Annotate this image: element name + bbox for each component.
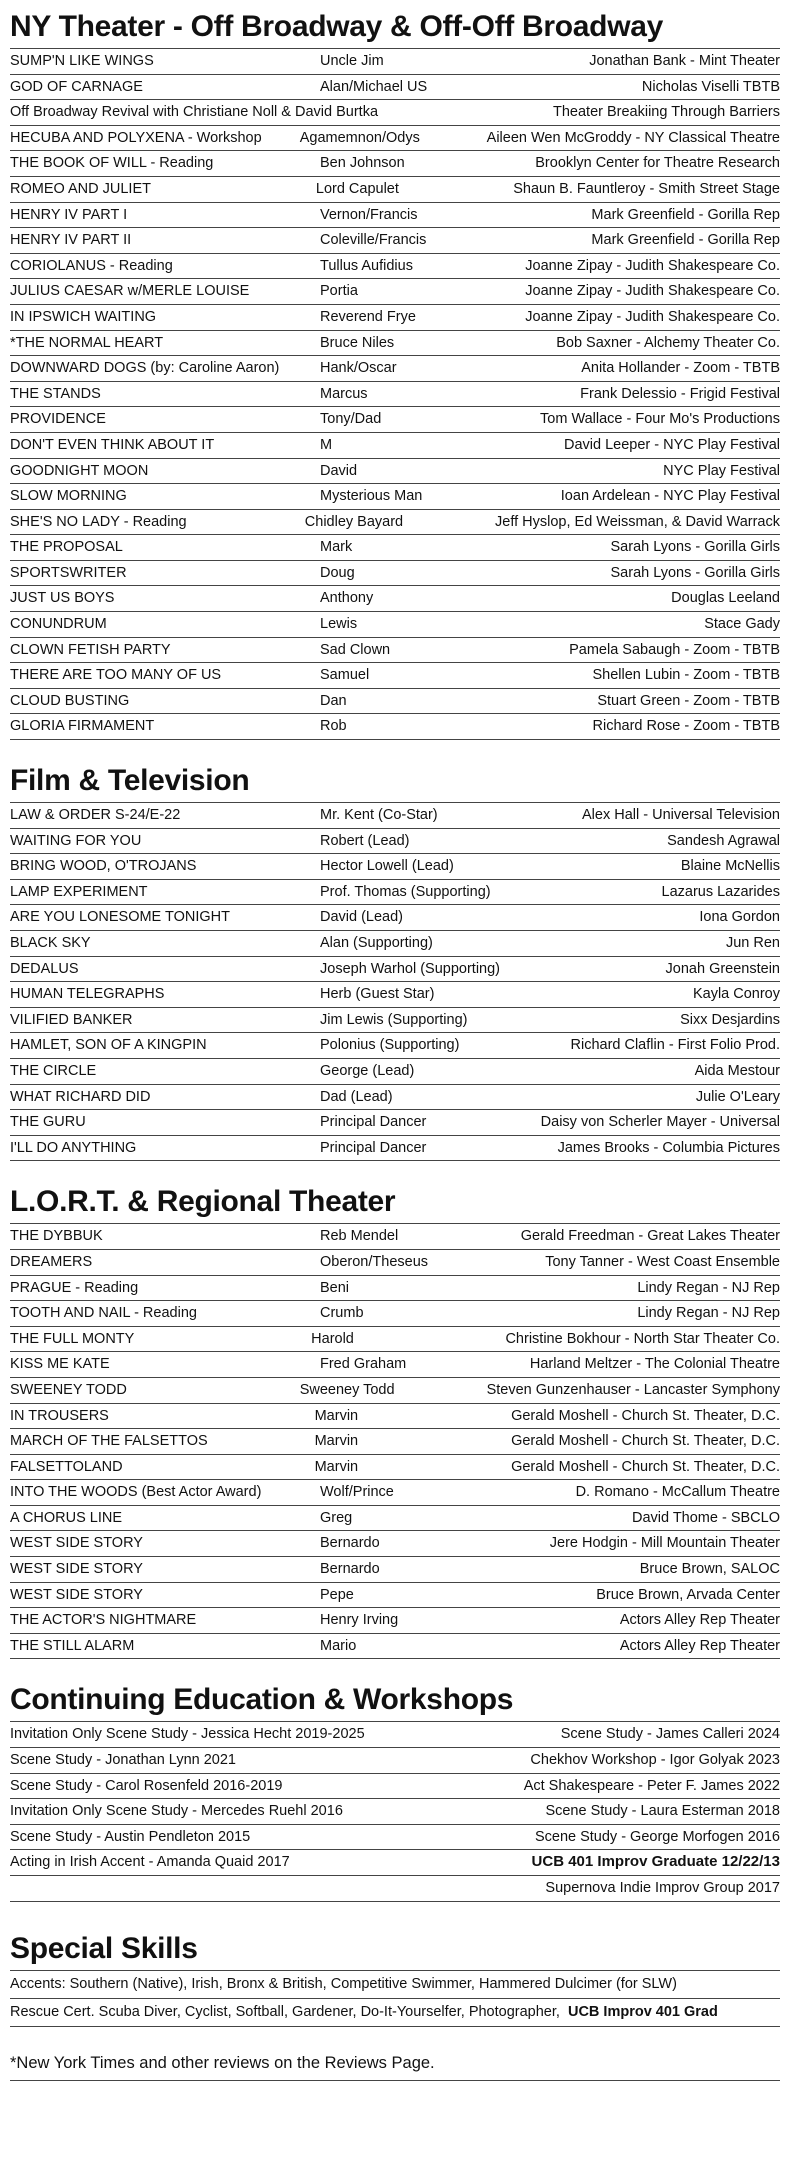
section-title-lort: L.O.R.T. & Regional Theater [10,1185,396,1219]
education-right: Supernova Indie Improv Group 2017 [545,1880,780,1896]
credit-role: Dad (Lead) [320,1088,393,1105]
reviews-footnote: *New York Times and other reviews on the Reviews Page. [10,2045,780,2081]
credit-row [10,803,780,829]
credit-title: DREAMERS [10,1253,93,1270]
credit-role: Mr. Kent (Co-Star) [320,807,438,824]
credit-title: THE STANDS [10,385,101,402]
credit-row [10,1276,780,1302]
credit-company: Aida Mestour [694,1062,780,1079]
credit-company: Joanne Zipay - Judith Shakespeare Co. [525,283,780,300]
credit-company: Tom Wallace - Four Mo's Productions [540,411,780,428]
credit-company: Sandesh Agrawal [667,832,780,849]
credit-role: Alan/Michael US [320,78,428,95]
credit-company: Joanne Zipay - Judith Shakespeare Co. [525,257,780,274]
credit-row [10,1557,780,1583]
section-title-skills: Special Skills [10,1931,198,1965]
credit-role: Lord Capulet [315,180,399,197]
credit-role: M [320,436,333,453]
credit-company: Jun Ren [725,935,780,951]
credit-title: WEST SIDE STORY [10,1535,143,1552]
credit-company: Bob Saxner - Alchemy Theater Co. [556,334,780,351]
credit-row [10,228,780,254]
credit-role: Mark [320,539,353,556]
credit-company: Pamela Sabaugh - Zoom - TBTB [569,641,780,658]
education-row [10,1722,780,1748]
credit-role [320,100,520,125]
education-right: Scene Study - George Morfogen 2016 [534,1828,780,1845]
credit-title: THE CIRCLE [10,1062,97,1079]
section-title-education: Continuing Education & Workshops [10,1683,514,1717]
film-tv-credits [10,802,780,1161]
credit-role: Reb Mendel [320,1228,399,1245]
credit-title: SLOW MORNING [10,488,127,505]
credit-title: VILIFIED BANKER [10,1011,133,1028]
credit-role: Oberon/Theseus [320,1253,429,1270]
credit-role: Portia [320,283,358,300]
credit-row [10,1429,780,1455]
credit-company: Frank Delessio - Frigid Festival [580,385,780,402]
credit-role: Vernon/Francis [320,206,418,223]
credit-row [10,75,780,101]
skills-line-1: Accents: Southern (Native), Irish, Bronx & British, Competitive Swimmer, Hammered Dulcimer (for SLW) [10,1971,780,1999]
credit-title: SWEENEY TODD [10,1381,127,1398]
credit-row [10,612,780,638]
credit-row [10,1352,780,1378]
credit-company: Lindy Regan - NJ Rep [637,1279,780,1296]
credit-role: George (Lead) [320,1062,415,1079]
credit-company: Jonah Greenstein [665,960,780,977]
credit-role: Dan [320,692,347,709]
lort-credits [10,1223,780,1659]
credit-row [10,1224,780,1250]
credit-row [10,407,780,433]
skills-list [10,1970,780,2027]
education-left: Invitation Only Scene Study - Jessica Hecht 2019-2025 [10,1726,365,1743]
credit-title: WAITING FOR YOU [10,832,142,849]
credit-company: Christine Bokhour - North Star Theater Co. [505,1330,780,1347]
credit-title: PROVIDENCE [10,411,106,428]
credit-role: Henry Irving [320,1612,399,1629]
credit-company: Gerald Moshell - Church St. Theater, D.C. [511,1433,780,1450]
skills-line-2 [10,1999,780,2027]
credit-role: Marvin [314,1407,359,1424]
credit-title: ARE YOU LONESOME TONIGHT [10,909,230,926]
credit-company: Blaine McNellis [680,858,780,875]
credit-title: IN IPSWICH WAITING [10,308,157,325]
education-right: Act Shakespeare - Peter F. James 2022 [523,1777,780,1794]
credit-role: Mario [320,1637,357,1654]
credit-row [10,100,780,126]
ny-theater-credits [10,48,780,740]
credit-title: GOD OF CARNAGE [10,78,143,95]
credit-company: Shellen Lubin - Zoom - TBTB [592,667,780,684]
credit-row [10,561,780,587]
credit-title: CORIOLANUS - Reading [10,257,173,274]
credit-company: Sixx Desjardins [680,1011,780,1028]
education-left [10,1876,395,1901]
credit-role: Uncle Jim [320,53,384,69]
credit-title: BRING WOOD, O'TROJANS [10,858,197,875]
credit-row [10,1250,780,1276]
credit-row [10,586,780,612]
credit-company: David Leeper - NYC Play Festival [564,436,780,453]
credit-role: David (Lead) [320,909,404,926]
credit-company: Douglas Leeland [671,590,780,607]
credit-title: CLOWN FETISH PARTY [10,641,171,658]
credit-role: Pepe [320,1586,354,1603]
credit-title: THE STILL ALARM [10,1637,135,1654]
credit-row [10,203,780,229]
credit-role: Rob [320,718,347,735]
credit-row [10,1110,780,1136]
education-row [10,1825,780,1851]
credit-row [10,382,780,408]
credit-role: Crumb [320,1305,364,1322]
credit-title: THERE ARE TOO MANY OF US [10,667,222,684]
section-title-ny-theater: NY Theater - Off Broadway & Off-Off Broadway [10,10,663,43]
credit-row [10,829,780,855]
credit-role: Fred Graham [320,1356,407,1373]
credit-title: PRAGUE - Reading [10,1279,139,1296]
education-left: Scene Study - Austin Pendleton 2015 [10,1828,251,1845]
credit-title: LAMP EXPERIMENT [10,883,148,900]
credit-row [10,510,780,536]
credit-row [10,880,780,906]
credit-row [10,1327,780,1353]
credit-company: Julie O'Leary [695,1088,780,1105]
credit-company: Stuart Green - Zoom - TBTB [597,692,780,709]
credit-company: Bruce Brown, Arvada Center [596,1586,780,1603]
education-left: Scene Study - Carol Rosenfeld 2016-2019 [10,1777,283,1794]
credit-title: SPORTSWRITER [10,564,127,581]
education-right-highlight: UCB 401 Improv Graduate 12/22/13 [531,1853,780,1871]
education-right: Chekhov Workshop - Igor Golyak 2023 [530,1752,780,1769]
credit-row [10,331,780,357]
credit-title: MARCH OF THE FALSETTOS [10,1433,208,1450]
credit-company: Jere Hodgin - Mill Mountain Theater [549,1535,780,1552]
education-right: Scene Study - Laura Esterman 2018 [545,1803,780,1820]
credit-row [10,1033,780,1059]
education-row [10,1748,780,1774]
credit-role: Coleville/Francis [320,232,427,249]
credit-title: GLORIA FIRMAMENT [10,718,155,735]
credit-company: Jeff Hyslop, Ed Weissman, & David Warrack [495,513,780,530]
credit-row [10,1634,780,1660]
credit-title: HUMAN TELEGRAPHS [10,986,165,1003]
credit-title: IN TROUSERS [10,1407,109,1424]
credit-role: Alan (Supporting) [320,935,433,951]
credit-company: Iona Gordon [699,909,780,926]
credit-title: FALSETTOLAND [10,1458,123,1475]
credit-title: WEST SIDE STORY [10,1561,143,1578]
credit-company: Anita Hollander - Zoom - TBTB [581,360,780,377]
credit-company: Actors Alley Rep Theater [619,1637,780,1654]
credit-row [10,126,780,152]
credit-row [10,1480,780,1506]
credit-title: JUST US BOYS [10,590,115,607]
credit-row [10,279,780,305]
credit-row [10,931,780,957]
credit-title: WEST SIDE STORY [10,1586,143,1603]
credit-row [10,1378,780,1404]
credit-role: Wolf/Prince [320,1484,394,1501]
credit-row [10,49,780,75]
credit-role: Tony/Dad [320,411,382,428]
credit-role: Lewis [320,616,358,633]
credit-company: Mark Greenfield - Gorilla Rep [591,206,780,223]
credit-role: Agamemnon/Odys [299,129,420,146]
credit-row [10,663,780,689]
credit-row [10,854,780,880]
credit-title: ROMEO AND JULIET [10,180,151,197]
credit-title: *THE NORMAL HEART [10,334,164,351]
credit-company: Harland Meltzer - The Colonial Theatre [529,1356,780,1373]
education-left: Invitation Only Scene Study - Mercedes Ruehl 2016 [10,1803,343,1820]
credit-title: SHE'S NO LADY - Reading [10,513,187,530]
education-left: Scene Study - Jonathan Lynn 2021 [10,1752,236,1769]
credit-company: Actors Alley Rep Theater [619,1612,780,1629]
credit-company: Stace Gady [704,616,780,633]
credit-role: Bernardo [320,1535,380,1552]
credit-row [10,905,780,931]
education-row [10,1876,780,1902]
credit-row [10,1008,780,1034]
credit-company: Gerald Freedman - Great Lakes Theater [520,1228,780,1245]
credit-role: Robert (Lead) [320,832,410,849]
credit-role: Doug [320,564,355,581]
credit-role: Marcus [320,385,368,402]
credit-role: Harold [311,1330,354,1347]
credit-role: Polonius (Supporting) [320,1037,460,1054]
credit-row [10,484,780,510]
credit-title: THE GURU [10,1114,86,1131]
credit-role: Prof. Thomas (Supporting) [320,883,491,900]
credit-role: Marvin [314,1458,359,1475]
credit-row [10,1136,780,1162]
credit-row [10,151,780,177]
credit-title: HENRY IV PART II [10,232,132,249]
credit-company: Mark Greenfield - Gorilla Rep [591,232,780,249]
credit-title: THE FULL MONTY [10,1330,135,1347]
credit-role: Marvin [314,1433,359,1450]
credit-company: Daisy von Scherler Mayer - Universal [540,1114,780,1131]
credit-role: Bruce Niles [320,334,395,351]
credit-row [10,714,780,740]
credit-role: Greg [320,1509,353,1526]
credit-role: Principal Dancer [320,1114,427,1131]
credit-company: Alex Hall - Universal Television [582,807,780,824]
credit-row [10,1404,780,1430]
credit-row [10,356,780,382]
credit-role: Herb (Guest Star) [320,986,435,1003]
credit-title: CLOUD BUSTING [10,692,130,709]
credit-role: Chidley Bayard [304,513,404,530]
credit-row [10,177,780,203]
credit-company: Lindy Regan - NJ Rep [637,1305,780,1322]
credit-role: Jim Lewis (Supporting) [320,1011,468,1028]
credit-row [10,982,780,1008]
education-left: Acting in Irish Accent - Amanda Quaid 2017 [10,1854,290,1871]
credit-company: Richard Claflin - First Folio Prod. [570,1037,780,1054]
credit-company: Jonathan Bank - Mint Theater [589,53,780,69]
credit-role: Sad Clown [320,641,391,658]
credit-company: Sarah Lyons - Gorilla Girls [610,564,780,581]
credit-role: Mysterious Man [320,488,423,505]
credit-company: Gerald Moshell - Church St. Theater, D.C. [511,1458,780,1475]
education-row [10,1774,780,1800]
credit-row [10,1455,780,1481]
credit-title: THE BOOK OF WILL - Reading [10,155,214,172]
credit-title: INTO THE WOODS (Best Actor Award) [10,1484,262,1501]
credit-row [10,1608,780,1634]
credit-role: Beni [320,1279,350,1296]
credit-title: HENRY IV PART I [10,206,128,223]
credit-company: Kayla Conroy [692,986,780,1003]
credit-role: Hank/Oscar [320,360,397,377]
credit-company: Richard Rose - Zoom - TBTB [592,718,780,735]
credit-company: Tony Tanner - West Coast Ensemble [545,1253,780,1270]
education-row [10,1799,780,1825]
credit-company: Sarah Lyons - Gorilla Girls [610,539,780,556]
credit-row [10,305,780,331]
credit-title: DOWNWARD DOGS (by: Caroline Aaron) [10,360,280,377]
credit-role: Hector Lowell (Lead) [320,858,454,875]
credit-title: THE ACTOR'S NIGHTMARE [10,1612,197,1629]
credit-row [10,689,780,715]
credit-title: A CHORUS LINE [10,1509,122,1526]
credit-row [10,535,780,561]
credit-title: LAW & ORDER S-24/E-22 [10,807,181,824]
credit-title: BLACK SKY [10,935,91,951]
credit-company: Shaun B. Fauntleroy - Smith Street Stage [513,180,780,197]
credit-role: David [320,462,358,479]
credit-role: Samuel [320,667,370,684]
credit-company: Bruce Brown, SALOC [639,1561,780,1578]
credit-title: TOOTH AND NAIL - Reading [10,1305,197,1322]
credit-role: Anthony [320,590,374,607]
credit-role: Bernardo [320,1561,380,1578]
credit-role: Ben Johnson [320,155,405,172]
education-list [10,1721,780,1901]
credit-title: CONUNDRUM [10,616,107,633]
credit-row [10,1059,780,1085]
credit-company: Brooklyn Center for Theatre Research [535,155,780,172]
credit-title: GOODNIGHT MOON [10,462,149,479]
credit-title: Off Broadway Revival with Christiane Noll & David Burtka [10,104,379,121]
credit-company: Nicholas Viselli TBTB [641,78,780,95]
credit-title: SUMP'N LIKE WINGS [10,53,154,69]
credit-title: THE PROPOSAL [10,539,123,556]
skills-line-2-bold: UCB Improv 401 Grad [567,2003,718,2020]
credit-company: Gerald Moshell - Church St. Theater, D.C. [511,1407,780,1424]
credit-row [10,254,780,280]
credit-title: KISS ME KATE [10,1356,110,1373]
credit-title: DEDALUS [10,960,79,977]
credit-row [10,1085,780,1111]
credit-company: Aileen Wen McGroddy - NY Classical Theatre [486,129,780,146]
credit-title: HECUBA AND POLYXENA - Workshop [10,129,262,146]
credit-title: JULIUS CAESAR w/MERLE LOUISE [10,283,250,300]
credit-company: Steven Gunzenhauser - Lancaster Symphony [486,1381,780,1398]
credit-row [10,638,780,664]
credit-row [10,957,780,983]
section-title-film-tv: Film & Television [10,764,250,798]
education-right: Scene Study - James Calleri 2024 [560,1726,780,1743]
credit-title: HAMLET, SON OF A KINGPIN [10,1037,207,1054]
credit-role: Principal Dancer [320,1139,427,1156]
credit-role: Sweeney Todd [299,1381,395,1398]
credit-title: THE DYBBUK [10,1228,103,1245]
credit-row [10,433,780,459]
skills-line-2-text: Rescue Cert. Scuba Diver, Cyclist, Softball, Gardener, Do-It-Yourselfer, Photographer, [10,2003,560,2020]
credit-role: Tullus Aufidius [320,257,413,274]
credit-row [10,1506,780,1532]
credit-company: NYC Play Festival [663,462,780,479]
credit-role: Joseph Warhol (Supporting) [320,960,500,977]
credit-title: WHAT RICHARD DID [10,1088,151,1105]
education-row [10,1850,780,1876]
credit-company: Theater Breakiing Through Barriers [552,104,780,121]
credit-company: Joanne Zipay - Judith Shakespeare Co. [525,308,780,325]
resume-page [10,6,780,2081]
credit-company: D. Romano - McCallum Theatre [575,1484,780,1501]
credit-row [10,1301,780,1327]
credit-row [10,1583,780,1609]
credit-role: Reverend Frye [320,308,416,325]
credit-title: I'LL DO ANYTHING [10,1139,137,1156]
credit-company: David Thome - SBCLO [631,1509,780,1526]
credit-company: Ioan Ardelean - NYC Play Festival [560,488,780,505]
credit-company: Lazarus Lazarides [661,883,780,900]
credit-title: DON'T EVEN THINK ABOUT IT [10,436,215,453]
credit-row [10,459,780,485]
credit-row [10,1531,780,1557]
credit-company: James Brooks - Columbia Pictures [557,1139,780,1156]
